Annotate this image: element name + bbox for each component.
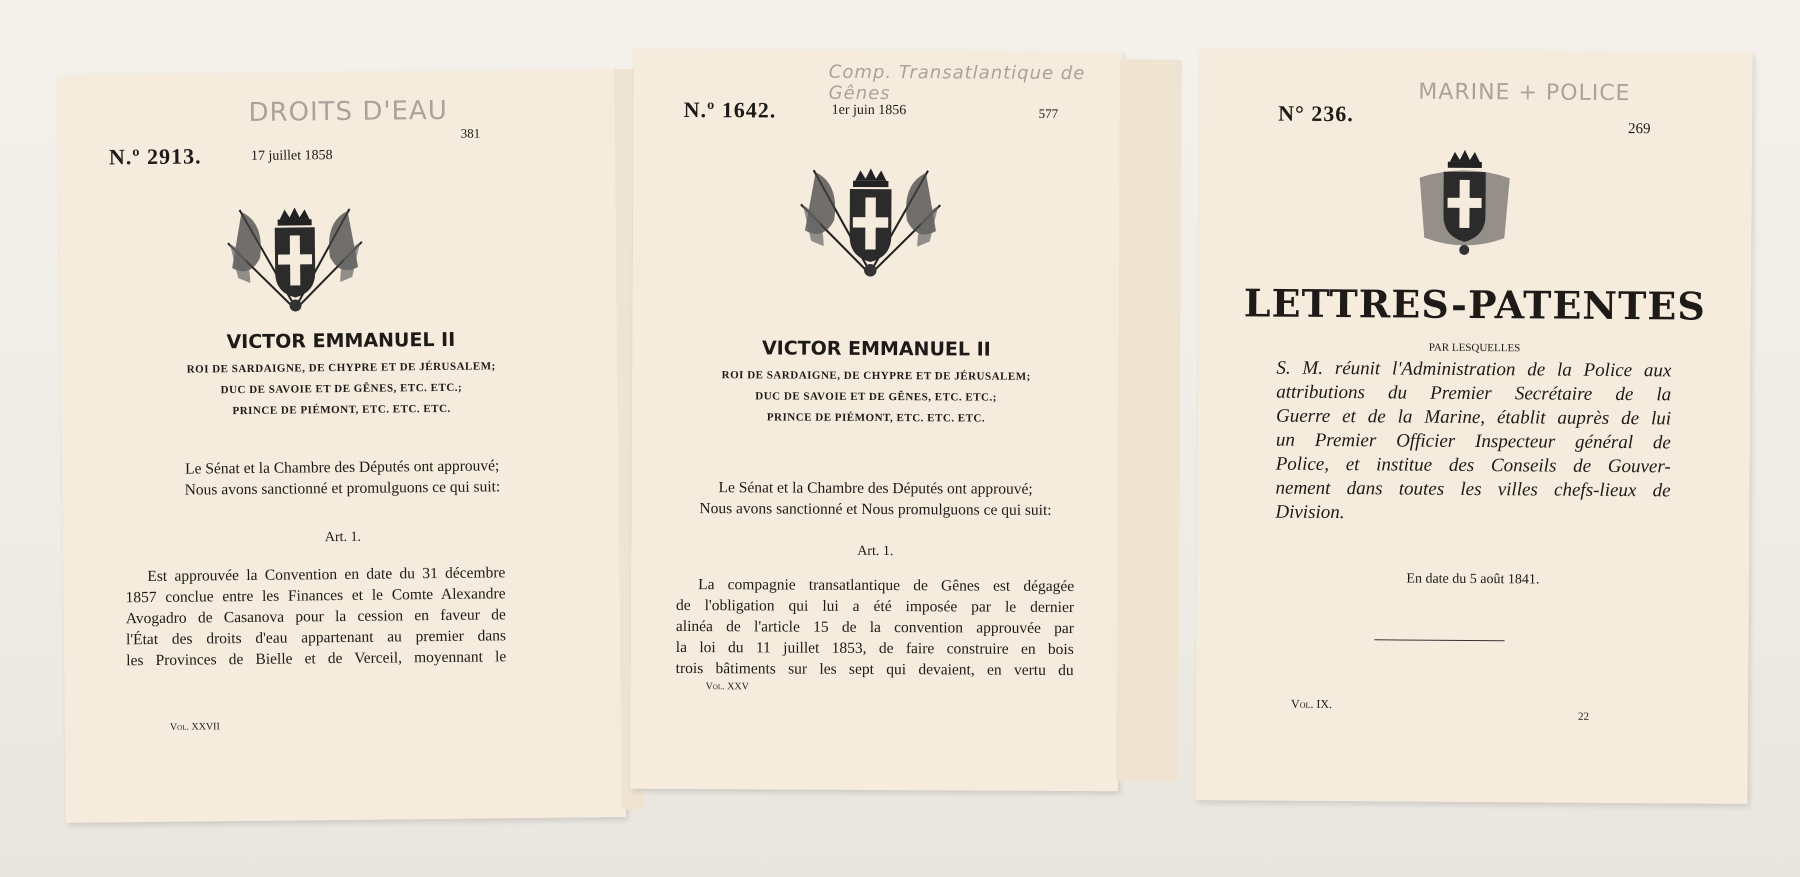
pencil-note: DROITS D'EAU — [248, 95, 448, 128]
summary-line: Division. — [1275, 501, 1345, 524]
summary-line: S. M. réunit l'Administration de la Police aux — [1276, 357, 1672, 382]
summary-line: un Premier Officier Inspecteur général de — [1275, 429, 1671, 454]
body-line: trois bâtiments sur les sept qui devaient, en vertu du — [675, 659, 1074, 680]
document-date: En date du 5 août 1841. — [1406, 571, 1540, 588]
paper-edge — [1116, 59, 1182, 781]
body-line: l'État des droits d'eau appartenant au premier dans — [125, 627, 507, 649]
body-line: 1857 conclue entre les Finances et le Comte Alexandre — [125, 585, 506, 607]
body-line: de l'obligation qui lui a été imposée par le dernier — [675, 596, 1075, 617]
document-title: LETTRES-PATENTES — [1243, 280, 1706, 329]
title-line: DUC DE SAVOIE ET DE GÊNES, ETC. ETC.; — [220, 381, 463, 397]
title-line: DUC DE SAVOIE ET DE GÊNES, ETC. ETC.; — [755, 390, 997, 404]
royal-titles — [61, 359, 622, 428]
ornamental-rule — [1375, 639, 1505, 641]
body-line: alinéa de l'article 15 de la convention approuvée par — [675, 617, 1074, 638]
document-date: 1er juin 1856 — [831, 102, 907, 119]
title-line: ROI DE SARDAIGNE, DE CHYPRE ET DE JÉRUSALEM; — [721, 369, 1031, 383]
volume-mark: Vol. IX. — [1291, 696, 1333, 712]
body-line: Avogadro de Casanova pour la cession en faveur de — [125, 606, 506, 628]
pencil-note: Comp. Transatlantique de Gênes — [828, 61, 1086, 105]
savoy-coat-of-arms-emblem — [788, 158, 954, 289]
preamble — [62, 454, 622, 502]
page-number: 577 — [1038, 105, 1059, 121]
body-line: la loi du 11 juillet 1853, de faire construire en bois — [675, 638, 1074, 659]
preamble-line: Le Sénat et la Chambre des Députés ont approuvé; — [185, 457, 500, 478]
savoy-coat-of-arms-emblem — [1409, 148, 1520, 259]
preamble-line: Le Sénat et la Chambre des Députés ont approuvé; — [718, 479, 1033, 498]
document-number: N.º 2913. — [108, 143, 202, 170]
pencil-note: MARINE + POLICE — [1418, 79, 1631, 107]
volume-mark: Vol. XXVII — [169, 721, 220, 733]
preamble-line: Nous avons sanctionné et Nous promulguons ce qui suit: — [699, 500, 1052, 519]
summary-line: Guerre et de la Marine, établit auprès de lui — [1275, 405, 1672, 430]
preamble-line: Nous avons sanctionné et promulguons ce qui suit: — [184, 478, 501, 499]
body-line: La compagnie transatlantique de Gênes est dégagée — [698, 576, 1075, 596]
document-number: N° 236. — [1278, 100, 1354, 127]
document-date: 17 juillet 1858 — [250, 148, 333, 164]
summary-line: Police, et institue des Conseils de Gouver- — [1275, 453, 1671, 478]
body-line: les Provinces de Bielle et de Verceil, moyennant le — [126, 648, 507, 670]
signature-mark: 22 — [1577, 710, 1590, 723]
volume-mark: Vol. XXV — [705, 681, 749, 693]
document-2913 — [58, 69, 626, 823]
document-1642 — [630, 49, 1122, 792]
article-body — [676, 574, 1075, 681]
preamble — [631, 477, 1119, 522]
page-number: 381 — [460, 125, 481, 141]
article-body — [125, 562, 506, 671]
king-title: VICTOR EMMANUEL II — [226, 328, 456, 354]
summary-line: nement dans toutes les villes chefs-lieux de — [1275, 477, 1671, 502]
page-number: 269 — [1628, 121, 1651, 138]
title-line: PRINCE DE PIÉMONT, ETC. ETC. ETC. — [766, 411, 986, 425]
article-heading: Art. 1. — [857, 543, 894, 560]
summary-line: attributions du Premier Secrétaire de la — [1276, 381, 1672, 406]
royal-titles — [632, 369, 1120, 435]
document-236 — [1195, 48, 1752, 804]
document-summary — [1275, 357, 1671, 528]
article-heading: Art. 1. — [324, 529, 362, 546]
document-subtitle: PAR LESQUELLES — [1428, 341, 1521, 355]
savoy-coat-of-arms-emblem — [219, 197, 370, 324]
king-title: VICTOR EMMANUEL II — [761, 337, 991, 361]
title-line: ROI DE SARDAIGNE, DE CHYPRE ET DE JÉRUSALEM; — [186, 360, 496, 376]
body-line: Est approuvée la Convention en date du 31 décembre — [147, 564, 506, 586]
title-line: PRINCE DE PIÉMONT, ETC. ETC. ETC. — [232, 402, 451, 418]
document-number: N.º 1642. — [683, 96, 777, 123]
